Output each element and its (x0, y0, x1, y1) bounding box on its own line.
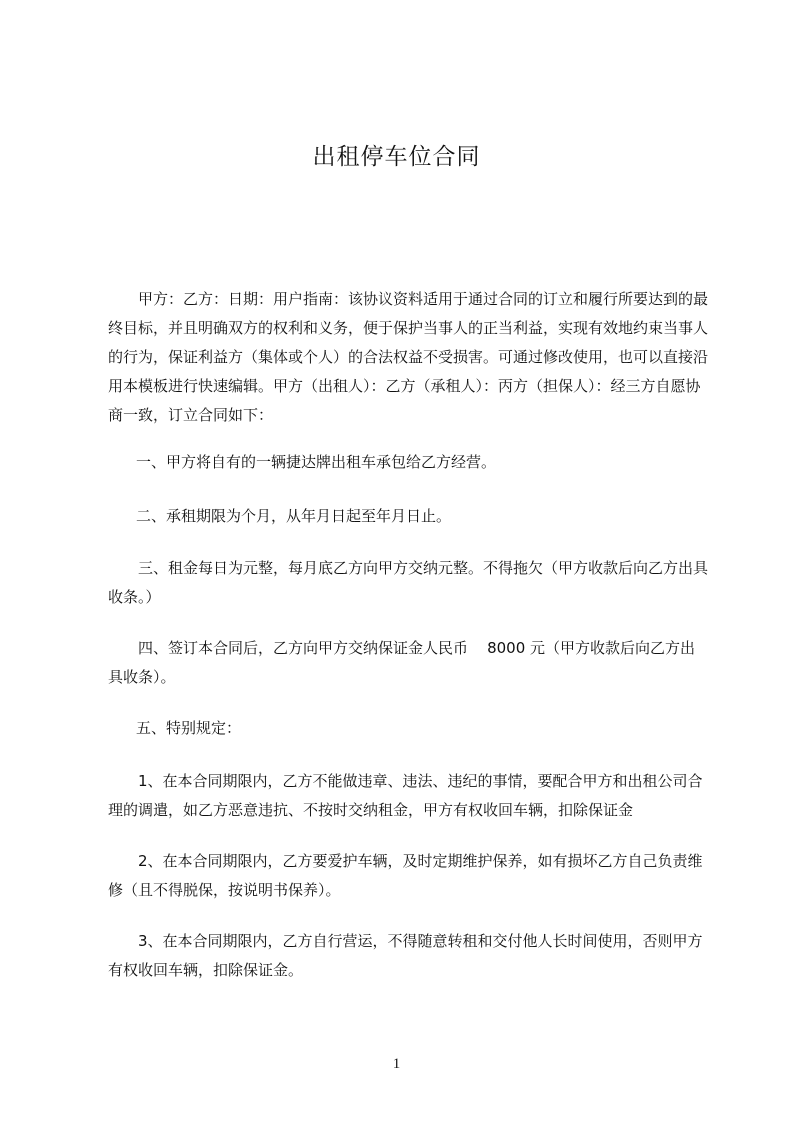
special-rule-3: 3、在本合同期限内，乙方自行营运，不得随意转租和交付他人长时间使用，否则甲方有权收回车辆，扣除保证金。 (108, 932, 703, 979)
clause-4: 四、签订本合同后，乙方向甲方交纳保证金人民币 8000 元（甲方收款后向乙方出具收条）。 (108, 639, 696, 686)
intro-paragraph: 甲方：乙方：日期：用户指南：该协议资料适用于通过合同的订立和履行所要达到的最终目标，并且明确双方的权利和义务，便于保护当事人的正当利益，实现有效地约束当事人的行为，保证利益方（集体或个人）的合法权益不受损害。可通过修改使用，也可以直接沿用本模板进行快速编辑。甲方（出租人）：乙方（承租人）：丙方（担保人）：经三方自愿协商一致，订立合同如下： (108, 290, 709, 424)
document-title: 出租停车位合同 (312, 144, 481, 170)
special-rule-2: 2、在本合同期限内，乙方要爱护车辆，及时定期维护保养，如有损坏乙方自己负责维修（且不得脱保，按说明书保养）。 (108, 852, 703, 899)
clause-1: 一、甲方将自有的一辆捷达牌出租车承包给乙方经营。 (136, 453, 497, 471)
clause-5-heading: 五、特别规定： (136, 719, 242, 737)
special-rule-1: 1、在本合同期限内，乙方不能做违章、违法、违纪的事情，要配合甲方和出租公司合理的调遣，如乙方恶意违抗、不按时交纳租金，甲方有权收回车辆，扣除保证金 (108, 772, 703, 819)
clause-3: 三、租金每日为元整，每月底乙方向甲方交纳元整。不得拖欠（甲方收款后向乙方出具收条。） (108, 559, 709, 606)
clause-2: 二、承租期限为个月，从年月日起至年月日止。 (136, 507, 452, 525)
page-number: 1 (392, 1056, 401, 1072)
